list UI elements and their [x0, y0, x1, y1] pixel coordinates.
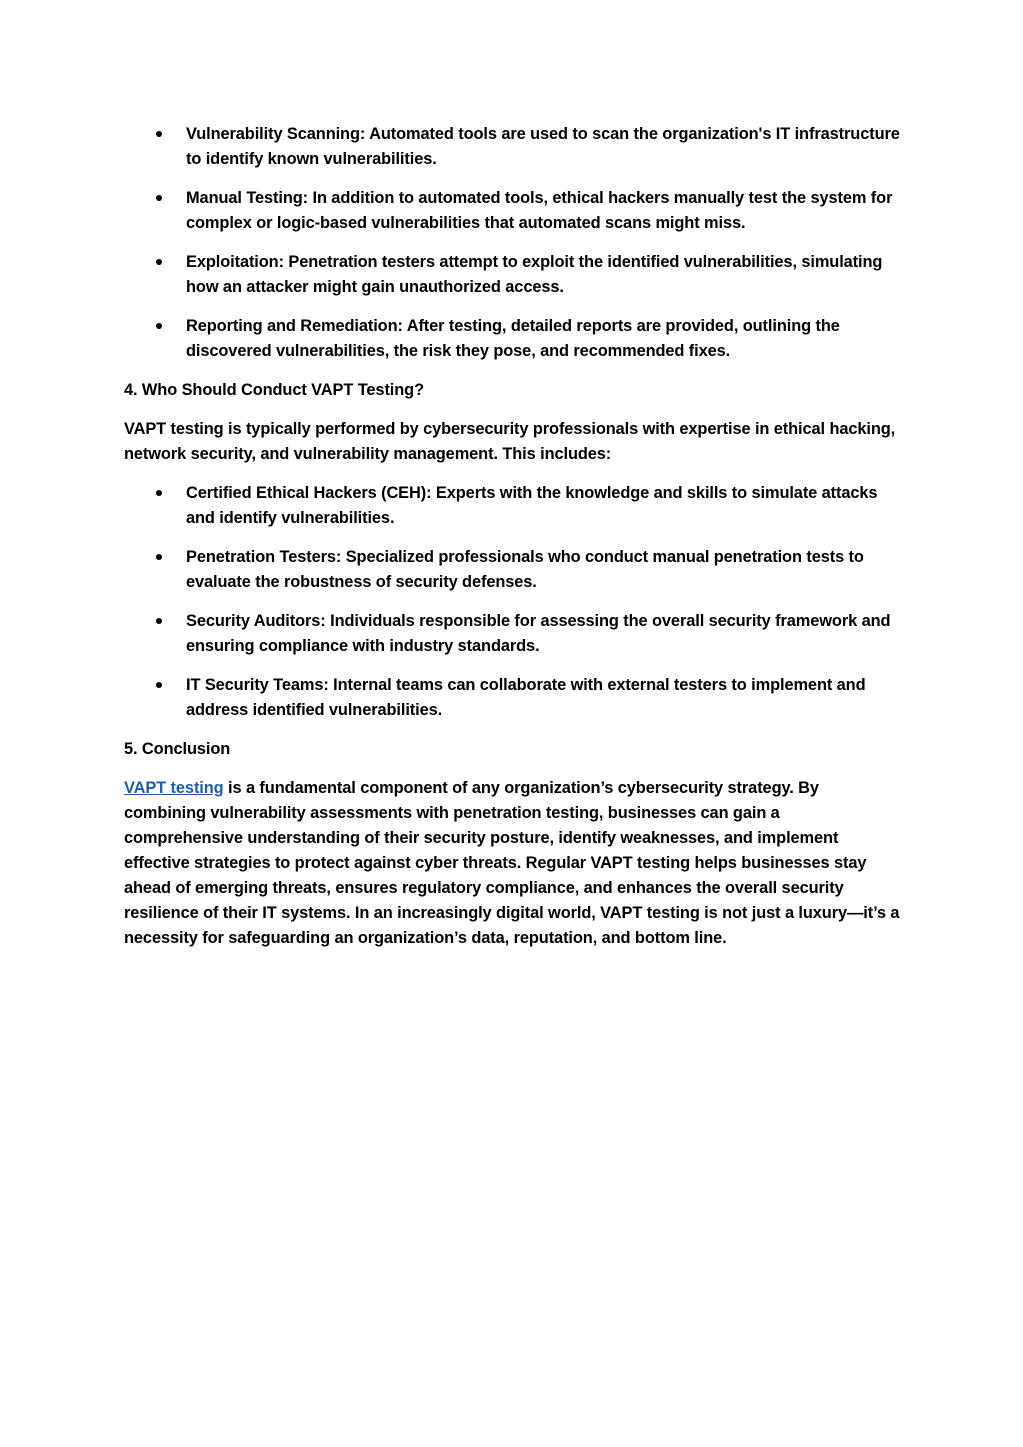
conclusion-paragraph: [124, 776, 902, 951]
list-item: [124, 250, 902, 300]
list-item: [124, 186, 902, 236]
list-item-text: Manual Testing: In addition to automated tools, ethical hackers manually test the system for complex or logic-based vulnerabilities that automated scans might miss.: [186, 189, 893, 232]
list-item-text: Vulnerability Scanning: Automated tools are used to scan the organization's IT infrastructure to identify known vulnerabilities.: [186, 125, 900, 168]
list-item: [124, 545, 902, 595]
list-item: [124, 122, 902, 172]
bullet-icon: [156, 259, 162, 265]
conclusion-text: is a fundamental component of any organization’s cybersecurity strategy. By combining vulnerability assessments with penetration testing, businesses can gain a comprehensive understanding of their security posture, identify weaknesses, and implement effective strategies to protect against cyber threats. Regular VAPT testing helps businesses stay ahead of emerging threats, ensures regulatory compliance, and enhances the overall security resilience of their IT systems. In an increasingly digital world, VAPT testing is not just a luxury—it’s a necessity for safeguarding an organization’s data, reputation, and bottom line.: [124, 779, 900, 947]
bullet-icon: [156, 490, 162, 496]
bullet-icon: [156, 682, 162, 688]
list-item-text: Reporting and Remediation: After testing, detailed reports are provided, outlining the discovered vulnerabilities, the risk they pose, and recommended fixes.: [186, 317, 840, 360]
section-intro: VAPT testing is typically performed by cybersecurity professionals with expertise in ethical hacking, network security, and vulnerability management. This includes:: [124, 420, 896, 463]
list-item-text: Certified Ethical Hackers (CEH): Experts with the knowledge and skills to simulate attacks and identify vulnerabilities.: [186, 484, 878, 527]
bullet-icon: [156, 618, 162, 624]
section-heading: 4. Who Should Conduct VAPT Testing?: [124, 381, 424, 399]
list-item-text: IT Security Teams: Internal teams can collaborate with external testers to implement and address identified vulnerabilities.: [186, 676, 866, 719]
bullet-icon: [156, 323, 162, 329]
bullet-icon: [156, 131, 162, 137]
bullet-icon: [156, 195, 162, 201]
list-item-text: Security Auditors: Individuals responsible for assessing the overall security framework and ensuring compliance with industry standards.: [186, 612, 891, 655]
vapt-process-list: [124, 122, 902, 364]
list-item: [124, 481, 902, 531]
list-item: [124, 314, 902, 364]
section-heading: 5. Conclusion: [124, 740, 231, 758]
list-item: [124, 673, 902, 723]
document-page: [124, 122, 902, 965]
list-item-text: Exploitation: Penetration testers attempt to exploit the identified vulnerabilities, simulating how an attacker might gain unauthorized access.: [186, 253, 883, 296]
vapt-testing-link[interactable]: VAPT testing: [124, 779, 224, 797]
list-item: [124, 609, 902, 659]
list-item-text: Penetration Testers: Specialized professionals who conduct manual penetration tests to evaluate the robustness of security defenses.: [186, 548, 864, 591]
bullet-icon: [156, 554, 162, 560]
conductors-list: [124, 481, 902, 723]
